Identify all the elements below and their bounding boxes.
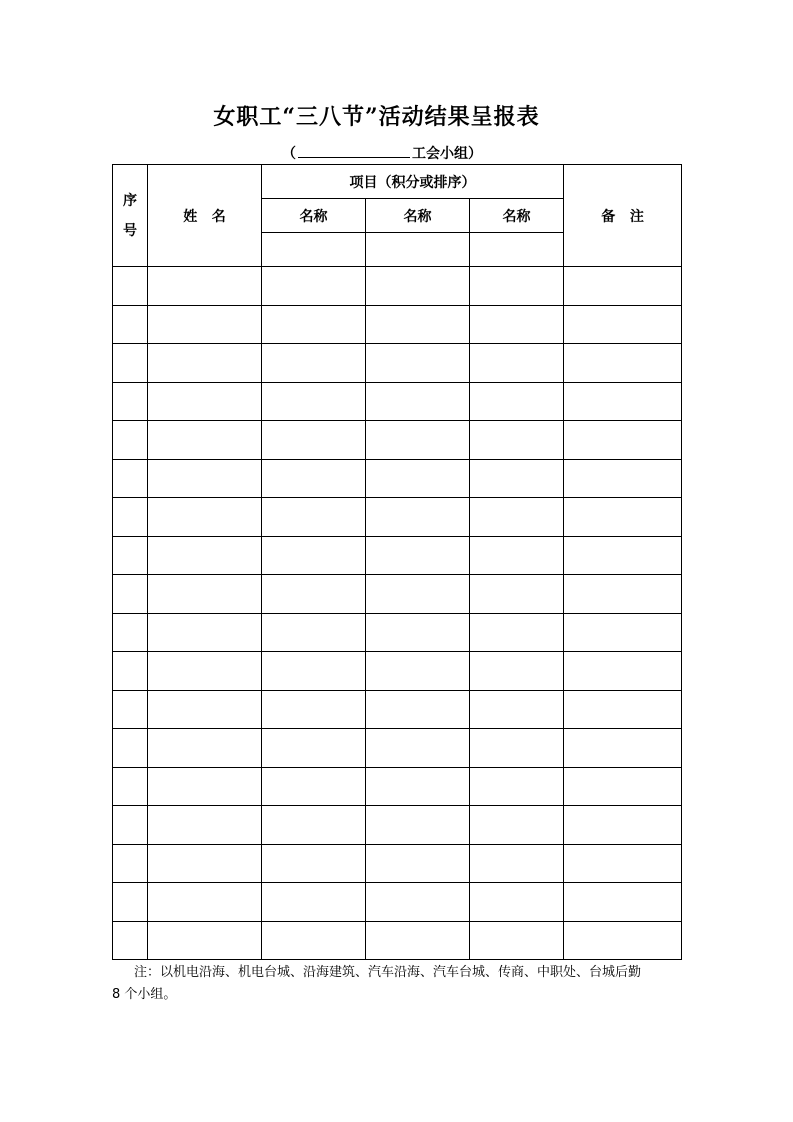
table-row [113,382,682,421]
remark-cell[interactable] [564,806,682,845]
project-2-cell[interactable] [366,652,470,691]
project-2-cell[interactable] [366,575,470,614]
project-3-cell[interactable] [470,767,564,806]
remark-cell[interactable] [564,536,682,575]
name-cell[interactable] [148,536,262,575]
project-1-cell[interactable] [262,305,366,344]
remark-cell[interactable] [564,421,682,460]
name-cell[interactable] [148,305,262,344]
project-2-cell[interactable] [366,305,470,344]
seq-header [113,165,148,267]
project-group-header: 项目（积分或排序） [262,165,564,199]
subtitle-open-paren: （ [282,146,296,162]
table-row [113,921,682,960]
seq-cell[interactable] [113,344,148,383]
project-1-cell[interactable] [262,267,366,306]
name-cell[interactable] [148,690,262,729]
project-1-cell[interactable] [262,459,366,498]
table-row [113,767,682,806]
name-cell[interactable] [148,459,262,498]
name-cell[interactable] [148,844,262,883]
table-row [113,459,682,498]
seq-cell[interactable] [113,421,148,460]
table-row [113,806,682,845]
remark-cell[interactable] [564,267,682,306]
project-1-cell[interactable] [262,767,366,806]
seq-header-line1: 序 [123,192,137,209]
footnote: 注：以机电沿海、机电台城、沿海建筑、汽车沿海、汽车台城、传商、中职处、台城后勤 8 个小组。 [112,965,642,1002]
seq-cell[interactable] [113,921,148,960]
seq-cell[interactable] [113,806,148,845]
remark-cell[interactable] [564,921,682,960]
project-3-cell[interactable] [470,498,564,537]
seq-cell[interactable] [113,844,148,883]
seq-cell[interactable] [113,267,148,306]
table-row [113,536,682,575]
project-col-1-header: 名称 [262,199,366,233]
table-row [113,652,682,691]
remark-cell[interactable] [564,883,682,922]
project-3-cell[interactable] [470,536,564,575]
seq-cell[interactable] [113,729,148,768]
project-2-cell[interactable] [366,806,470,845]
remark-header: 备 注 [564,165,682,267]
project-1-cell[interactable] [262,344,366,383]
seq-cell[interactable] [113,690,148,729]
remark-cell[interactable] [564,652,682,691]
project-3-cell[interactable] [470,690,564,729]
name-cell[interactable] [148,382,262,421]
table-row [113,498,682,537]
project-2-cell[interactable] [366,767,470,806]
project-2-cell[interactable] [366,536,470,575]
project-1-cell[interactable] [262,844,366,883]
project-1-cell[interactable] [262,921,366,960]
project-1-cell[interactable] [262,498,366,537]
name-cell[interactable] [148,498,262,537]
table-row [113,575,682,614]
project-3-cell[interactable] [470,421,564,460]
name-header: 姓 名 [148,165,262,267]
seq-cell[interactable] [113,652,148,691]
table-row [113,421,682,460]
project-2-cell[interactable] [366,344,470,383]
remark-cell[interactable] [564,498,682,537]
name-cell[interactable] [148,575,262,614]
remark-cell[interactable] [564,767,682,806]
project-col-1-subcell[interactable] [262,233,366,267]
project-3-cell[interactable] [470,613,564,652]
project-col-3-subcell[interactable] [470,233,564,267]
project-1-cell[interactable] [262,883,366,922]
seq-cell[interactable] [113,498,148,537]
name-cell[interactable] [148,921,262,960]
project-3-cell[interactable] [470,344,564,383]
project-3-cell[interactable] [470,652,564,691]
table-row [113,690,682,729]
name-cell[interactable] [148,883,262,922]
project-1-cell[interactable] [262,536,366,575]
remark-cell[interactable] [564,459,682,498]
seq-cell[interactable] [113,883,148,922]
project-2-cell[interactable] [366,844,470,883]
project-col-3-header: 名称 [470,199,564,233]
table-row [113,844,682,883]
project-3-cell[interactable] [470,575,564,614]
project-1-cell[interactable] [262,690,366,729]
remark-cell[interactable] [564,305,682,344]
project-2-cell[interactable] [366,729,470,768]
project-3-cell[interactable] [470,305,564,344]
project-3-cell[interactable] [470,459,564,498]
seq-cell[interactable] [113,613,148,652]
name-cell[interactable] [148,267,262,306]
project-1-cell[interactable] [262,421,366,460]
project-1-cell[interactable] [262,652,366,691]
name-cell[interactable] [148,767,262,806]
table-row [113,344,682,383]
project-1-cell[interactable] [262,613,366,652]
page-title [0,100,793,131]
subtitle [282,143,482,163]
project-1-cell[interactable] [262,382,366,421]
title-text: 女职工“三八节”活动结果呈报表 [213,104,540,130]
table-row [113,729,682,768]
project-2-cell[interactable] [366,921,470,960]
project-2-cell[interactable] [366,267,470,306]
remark-cell[interactable] [564,729,682,768]
subtitle-suffix: 工会小组） [412,146,482,162]
remark-cell[interactable] [564,575,682,614]
project-3-cell[interactable] [470,382,564,421]
seq-cell[interactable] [113,459,148,498]
seq-header-line2: 号 [123,222,137,239]
table-row [113,305,682,344]
name-cell[interactable] [148,344,262,383]
project-col-2-subcell[interactable] [366,233,470,267]
project-3-cell[interactable] [470,267,564,306]
remark-cell[interactable] [564,690,682,729]
project-3-cell[interactable] [470,806,564,845]
project-2-cell[interactable] [366,883,470,922]
name-cell[interactable] [148,613,262,652]
table-row [113,267,682,306]
seq-cell[interactable] [113,767,148,806]
project-2-cell[interactable] [366,421,470,460]
remark-cell[interactable] [564,382,682,421]
remark-cell[interactable] [564,613,682,652]
project-1-cell[interactable] [262,806,366,845]
remark-cell[interactable] [564,844,682,883]
name-cell[interactable] [148,421,262,460]
name-cell[interactable] [148,729,262,768]
project-1-cell[interactable] [262,729,366,768]
project-2-cell[interactable] [366,382,470,421]
project-2-cell[interactable] [366,690,470,729]
seq-cell[interactable] [113,575,148,614]
project-3-cell[interactable] [470,921,564,960]
project-3-cell[interactable] [470,844,564,883]
remark-cell[interactable] [564,344,682,383]
seq-cell[interactable] [113,536,148,575]
name-cell[interactable] [148,806,262,845]
name-cell[interactable] [148,652,262,691]
project-2-cell[interactable] [366,498,470,537]
report-table [112,164,682,960]
table-row [113,883,682,922]
project-col-2-header: 名称 [366,199,470,233]
table-row [113,613,682,652]
project-2-cell[interactable] [366,459,470,498]
project-1-cell[interactable] [262,575,366,614]
seq-cell[interactable] [113,305,148,344]
project-3-cell[interactable] [470,729,564,768]
union-group-blank[interactable] [298,145,410,158]
header-row-1 [113,165,682,199]
project-3-cell[interactable] [470,883,564,922]
seq-cell[interactable] [113,382,148,421]
project-2-cell[interactable] [366,613,470,652]
